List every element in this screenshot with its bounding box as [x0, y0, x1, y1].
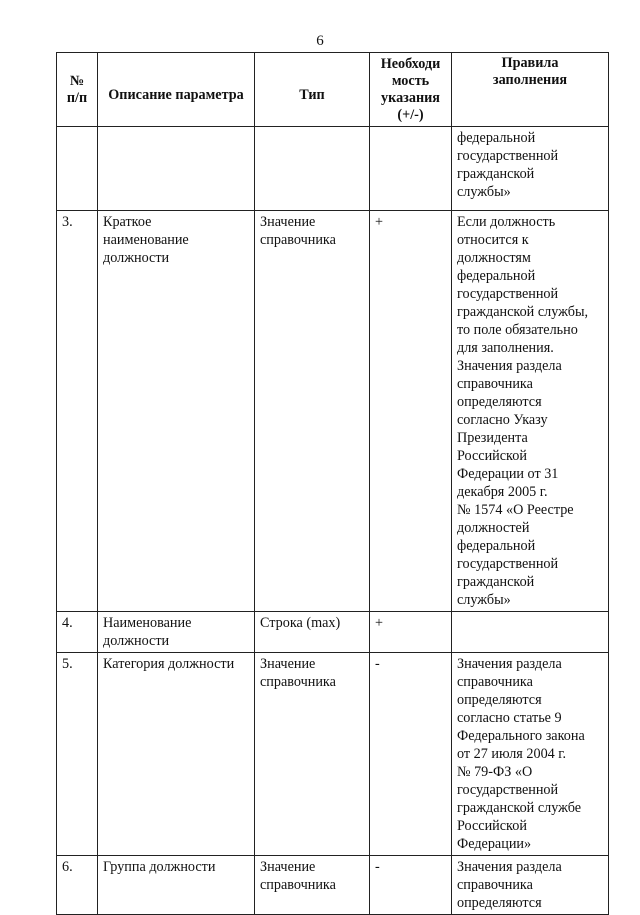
cell-required: + — [370, 211, 452, 612]
cell-type: Значение справочника — [255, 653, 370, 856]
cell-num: 4. — [57, 612, 98, 653]
cell-required: + — [370, 612, 452, 653]
cell-rules: Значения раздела справочника определяются согласно статье 9 Федерального закона от 27 июля 2004 г. № 79-ФЗ «О государственной гражданской службе Российской Федерации» — [452, 653, 609, 856]
table-row — [57, 856, 609, 915]
header-rules: Правила заполнения — [452, 53, 609, 127]
cell-type: Значение справочника — [255, 211, 370, 612]
cell-rules: федеральной государственной гражданской службы» — [452, 127, 609, 211]
cell-rules: Значения раздела справочника определяются — [452, 856, 609, 915]
parameters-table — [56, 52, 609, 915]
cell-description: Краткое наименование должности — [98, 211, 255, 612]
cell-type: Строка (max) — [255, 612, 370, 653]
cell-description — [98, 127, 255, 211]
cell-description: Группа должности — [98, 856, 255, 915]
cell-num: 3. — [57, 211, 98, 612]
cell-rules: Если должность относится к должностям федеральной государственной гражданской службы, то поле обязательно для заполнения. Значения раздела справочника определяются согласно Указу Президента Российской Федерации от 31 декабря 2005 г. № 1574 «О Реестре должностей федеральной государственной гражданской службы» — [452, 211, 609, 612]
cell-num — [57, 127, 98, 211]
cell-required: - — [370, 653, 452, 856]
cell-type: Значение справочника — [255, 856, 370, 915]
header-description: Описание параметра — [98, 53, 255, 127]
cell-num: 5. — [57, 653, 98, 856]
header-required: Необходи мость указания (+/-) — [370, 53, 452, 127]
table-row — [57, 211, 609, 612]
table-row — [57, 612, 609, 653]
cell-rules — [452, 612, 609, 653]
cell-type — [255, 127, 370, 211]
page-number: 6 — [316, 33, 324, 49]
table-header-row — [57, 53, 609, 127]
cell-description: Категория должности — [98, 653, 255, 856]
header-type: Тип — [255, 53, 370, 127]
header-num: № п/п — [57, 53, 98, 127]
cell-required: - — [370, 856, 452, 915]
table-row — [57, 127, 609, 211]
cell-num: 6. — [57, 856, 98, 915]
cell-description: Наименование должности — [98, 612, 255, 653]
table-row — [57, 653, 609, 856]
cell-required — [370, 127, 452, 211]
